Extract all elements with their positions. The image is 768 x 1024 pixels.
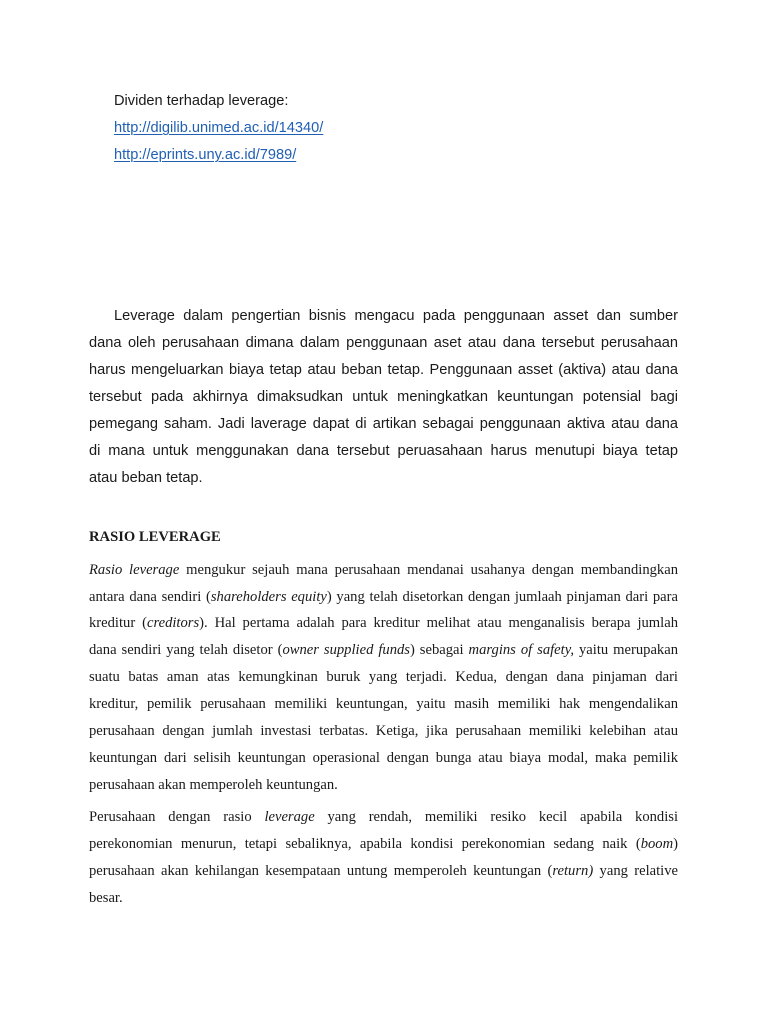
paragraph-line: atau beban tetap. xyxy=(89,470,203,486)
paragraph-line: tersebut pada akhirnya dimaksudkan untuk meningkatkan keuntungan potensial bagi xyxy=(89,389,678,405)
paragraph-line: keuntungan dari selisih keuntungan operasional dengan bunga atau biaya modal, maka pemilik xyxy=(89,750,678,766)
paragraph-line: di mana untuk menggunakan dana tersebut peruasahaan harus menutupi biaya tetap xyxy=(89,443,678,459)
paragraph-line: perusahaan akan kehilangan kesempataan untung memperoleh keuntungan (return) yang relative xyxy=(89,863,679,879)
paragraph-line: kreditur (creditors). Hal pertama adalah para kreditur melihat atau menganalisis berapa jumlah xyxy=(89,615,678,631)
paragraph-line: dana sendiri yang telah disetor (owner supplied funds) sebagai margins of safety, yaitu merupakan xyxy=(89,642,678,658)
paragraph-line: Perusahaan dengan rasio leverage yang rendah, memiliki resiko kecil apabila kondisi xyxy=(89,809,678,825)
paragraph-line: perusahaan akan memperoleh keuntungan. xyxy=(89,777,338,793)
paragraph-line: besar. xyxy=(89,890,123,906)
paragraph-line: harus mengeluarkan biaya tetap atau beban tetap. Penggunaan asset (aktiva) atau dana xyxy=(89,362,678,378)
paragraph-line: kreditur, pemilik perusahaan memiliki keuntungan, yaitu masih memiliki hak mengendalikan xyxy=(89,696,678,712)
section-heading: RASIO LEVERAGE xyxy=(89,529,221,545)
paragraph-line: antara dana sendiri (shareholders equity) yang telah disetorkan dengan jumlaah pinjaman dari para xyxy=(89,589,678,605)
paragraph-line: perusahaan dengan jumlah investasi terbatas. Ketiga, jika perusahaan memiliki kelebihan atau xyxy=(89,723,678,739)
paragraph-line: pemegang saham. Jadi laverage dapat di artikan sebagai penggunaan aktiva atau dana xyxy=(89,416,678,432)
paragraph-line: suatu batas aman atas kemungkinan buruk yang terjadi. Kedua, dengan dana pinjaman dari xyxy=(89,669,678,685)
reference-link-unimed[interactable]: http://digilib.unimed.ac.id/14340/ xyxy=(114,120,324,136)
paragraph-line: Leverage dalam pengertian bisnis mengacu pada penggunaan asset dan sumber xyxy=(114,308,678,324)
references-heading: Dividen terhadap leverage: xyxy=(114,93,289,109)
paragraph-line: Rasio leverage mengukur sejauh mana perusahaan mendanai usahanya dengan membandingkan xyxy=(89,562,678,578)
paragraph-line: dana oleh perusahaan dimana dalam penggunaan aset atau dana tersebut perusahaan xyxy=(89,335,678,351)
paragraph-line: perekonomian menurun, tetapi sebaliknya, apabila kondisi perekonomian sedang naik (boom) xyxy=(89,836,678,852)
reference-link-uny[interactable]: http://eprints.uny.ac.id/7989/ xyxy=(114,147,297,163)
